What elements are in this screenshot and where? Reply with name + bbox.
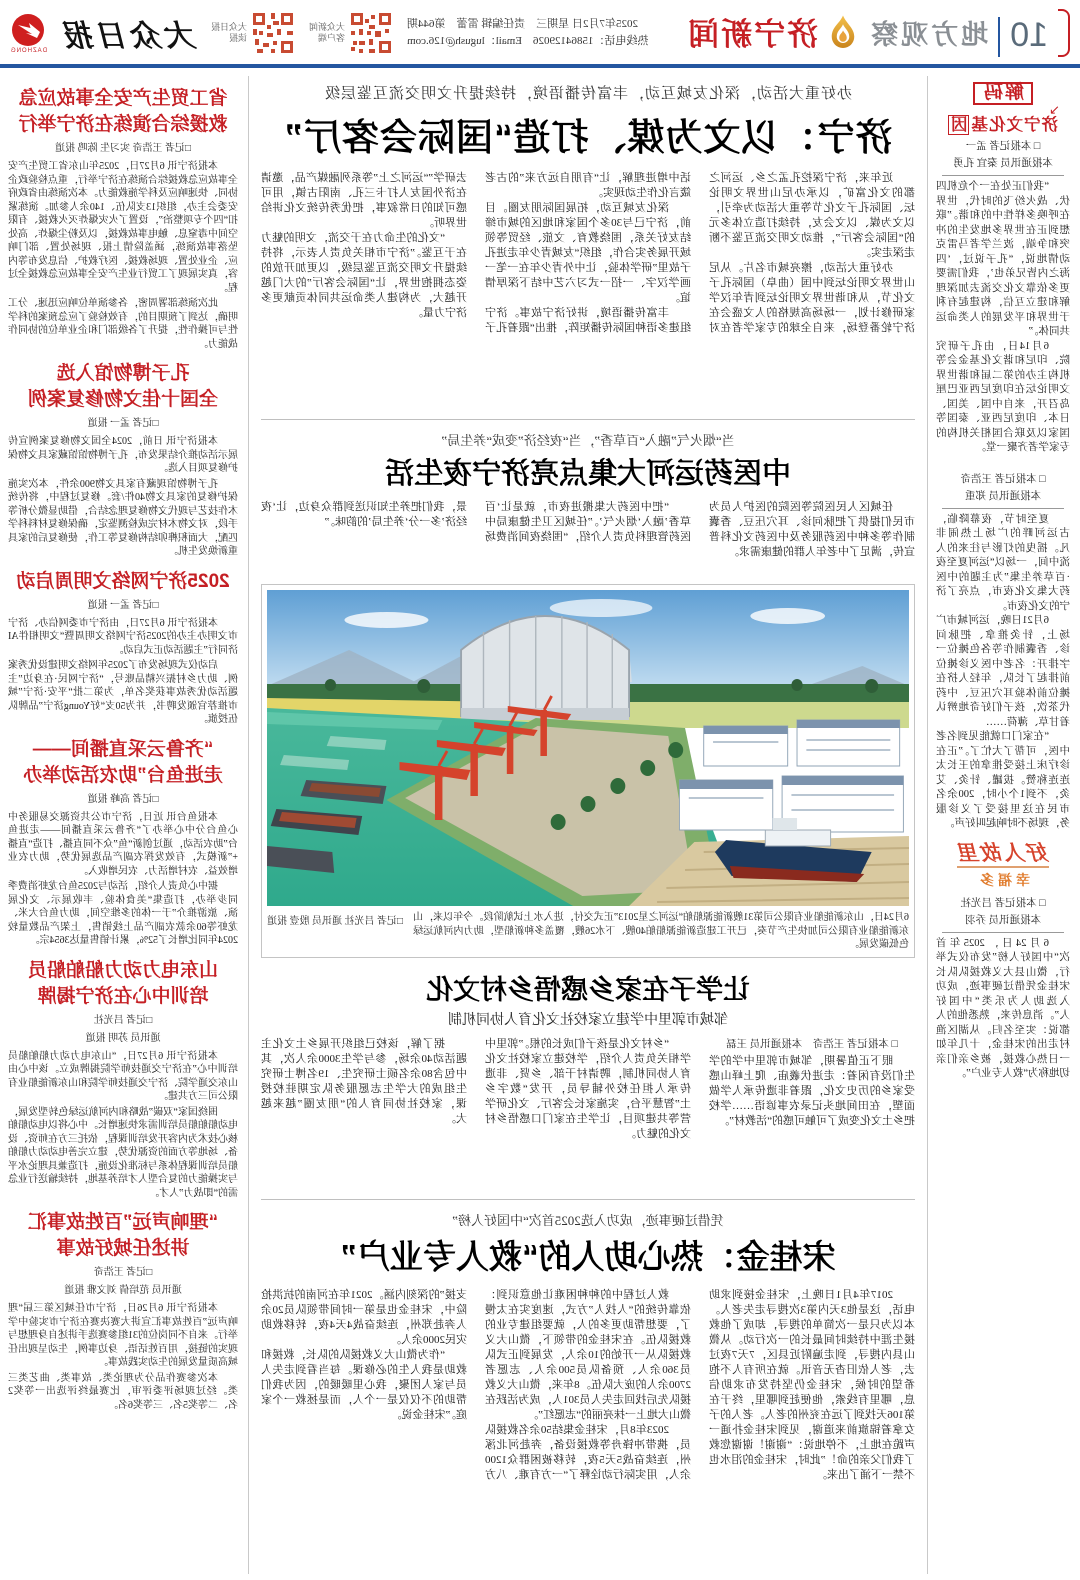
paragraph: 本报济宁讯 6月27日，“山东电力动力船舶船员培训中心”在济宁交通技师学院揭牌成立。该中心由山东交通学院、济宁交通技师学院和山东新能船业有限公司三方共建。	[8, 1050, 238, 1102]
byline: □ 本报记者 王浩奇	[960, 473, 1046, 485]
news-headline: “理响声远”百姓故事汇 讲述任城好故事	[28, 1212, 219, 1259]
date-editor-line: 2025年7月2日 星期三 责任编辑 雷蕾 第644期	[407, 18, 639, 30]
paragraph: “把中医药大集搬进夜市，就是让‘百草香’融入‘烟火气’。”任城区卫生健康局中医药管理科负责人介绍，“围绕夜间消费场景，我们把养生知识送到群众身边，让‘夜经济’多一分‘养生局’的韵味。”	[261, 501, 691, 543]
news-article	[8, 361, 238, 559]
paragraph: 2017年4月1日晚上，宋桂金接到求助电话，这是他3天内第3次搜寻走失老人。本以为只是一次简单的搜寻，却成了他救援生涯中持续时间最长的一次行动。从微山县内搜寻，到走遍附近县区，7天7夜过去，老人依旧杳无音讯。就在所有人不抱希望的时候，宋桂金仍坚持发布求助信息，哪里有线索，他便赶到哪里，终于在第106天找到了远在兖州的老人。老人的子女拿着锦旗前来道谢，见到宋桂金扑通一声跪在地上，不停地说：“谢谢！谢谢您救了我们父亲的命！”此时，宋桂金的泪水也不禁一下涌了出来。	[709, 1288, 915, 1481]
feature-headline: 宋桂金：热心助人的“救人专业户”	[340, 1237, 836, 1275]
paragraph: 2023年8月，宋桂金集结50余名救援队员，携带冲锋舟等救援设备，奔赴河北涿州，连续奋战5天5夜，转移被困群众1200余人，用实际行动诠释了“一方有难、八方支援”的深刻内涵。2021年在河南的抗洪抢险中，宋桂金也是第一时间带领队员20余人奔赴郑州，连续奋战4天4夜，转移救助灾民2000余人。	[261, 1288, 691, 1481]
paragraph: “我们正处在一个危机四伏、战火纷飞的时代，世界在呼唤多样性中的和谐。”联想到正在世界多地发生的冲突和争端，波兰学者马雷克动情地说，“孔子说过，‘四海之内皆兄弟也’，我们需要更多依靠文化交流去加深理解和建立互信，构建起有利于世界和平发展的人类命运共同体。”	[936, 181, 1070, 337]
feature-headline: 让学子在家乡感悟乡村文化	[426, 974, 750, 1005]
paragraph: 本报济宁讯 6月27日，2025年山东省工贸生产安全事故应急救援综合演练在济宁举行，重点检验政企协同、快速响应及科学施救能力。本次演练由省政府安委会主办，组织13支队伍、140余人参加。演练紧扣“四个专项整治”，设置了火灾爆炸灭火救援、有限空间中毒窒息、触电事故救援，以及粉尘爆炸、高处坠落事故演练，涵盖险情上报、现场处置、部门响应、企业处置、现场救援、医疗救护、信息发布等内容，真实展现了工贸行业生产安全事故应急救援全过程。	[8, 161, 238, 294]
photo-caption: 6月24日，山东新能船业有限公司第31艘新能源船舶“运河之星2013”正式交付，进入水上试航阶段。今年以来，山东新能船业有限公司加快生产节奏，已开工建造新能源船舶40艘、下水26艘，覆盖多种新船型，助力内河航运绿色低碳发展。	[413, 912, 909, 950]
byline: 通讯员 范培倩 刘文雅 报道	[64, 1285, 182, 1296]
badge-line1: 好人故里	[957, 840, 1049, 868]
photo-frame	[261, 584, 915, 958]
paragraph: 本报济宁讯 6月27日，由济宁市委网信办、济宁市文明办主办的2025济宁网络文明周暨“文明相伴AI济同行”主题活动正式启动。	[8, 617, 238, 656]
decode-badge	[936, 82, 1070, 132]
paragraph: 本报济宁讯 6月26日，济宁市任城区第三届“理响声远”百姓故事汇宣讲大赛决赛在济宁市实验中学举行。来自不同岗位的31组参赛选手讲述自身理想与现实的链接，用百姓话语、身边事例，生动呈现出任城高质量发展的生动实践故事。	[8, 1303, 238, 1368]
qr-block-news-app	[309, 11, 393, 55]
logo-subtext: DAZHONG	[10, 48, 47, 54]
feature-headline: 济宁：以文为媒、打造“国际会客厅”	[283, 117, 893, 158]
paragraph: 孔子博物馆现藏有家具文物900余件，本次实施保护修复的家具文物40件/套。修复过程中，将传统木作技艺与现代文物修复理念结合，借助显微分析等手段，对文物木材完成检测鉴定，确保修复材料科学匹配，大面积榫卯结构修复等工作，使修复后的家具重新焕发生机。	[8, 478, 238, 557]
news-article	[8, 737, 238, 948]
flame-logo-icon	[828, 14, 858, 57]
paragraph: 此次演练部署周密，各参演单位响应迅速、分工明确，达到了预期目的，有效检验了应急预案的科学性与可操作性，提升了各级部门和企业单位的协同作战能力。	[8, 298, 238, 350]
page-number: 10	[1010, 16, 1048, 54]
section-title: 地方观察	[868, 20, 989, 50]
photo-credit: □记者 吕光社 通讯员 殷壹 报道	[267, 916, 404, 927]
badge-arrow-icon: ↘	[1049, 101, 1060, 117]
byline: □ 本报记者 吕光社	[960, 897, 1046, 909]
main-feature	[261, 82, 915, 409]
news-column	[8, 76, 248, 1574]
header-divider	[998, 17, 1000, 57]
harbor-photo	[267, 590, 909, 906]
byline: 本报通讯员 郑重	[964, 490, 1042, 502]
page-content	[0, 68, 1080, 1574]
feature-kicker: 凭借过硬事迹，成功入选2025首次“中国好人榜”	[452, 1212, 724, 1228]
paragraph: “作为微山大义救援队的队长，救援和救助是我人生的必修课。每当看到走失人员与家人团聚，我心里暖暖的，因为我们帮助的不仅仅是一个人，而是拯救一个家庭。”宋桂金说。	[261, 1348, 467, 1421]
spacer	[936, 456, 1070, 470]
byline-rule	[942, 175, 1064, 176]
paragraph: 办好重大活动，擦亮城市名片。从尼山世界文明论坛到中国（曲阜）国际孔子文化节，从和谐世界文明论坛到青年汉学家研修计划，一场场高规格的人文盛会在济宁轮番登场，来自全球的专家学者在对话中增进理解，让“有朋自远方来”的古老箴言化作生动现实。	[485, 172, 915, 334]
paragraph: “在家门口就能见到名老中医，可帮了大忙了。”正在诊疗床上接受推拿的王长太连连称赞。拔罐、针灸、艾灸，不到1个小时，200余名市民在这里接受了义诊服务，现场不时响起叫好声。	[936, 731, 1070, 829]
paragraph: 近年来，济宁深挖孔孟之乡、运河之都的文化富矿，以承办尼山世界文明论坛、国际孔子文化节等重大活动为牵引，以文为媒、以文会友，持续打造立体多元的“国际会客厅”，推动文明交流互鉴不断走深走实。	[709, 172, 915, 259]
feature-body	[261, 1037, 915, 1189]
section-divider	[261, 419, 915, 420]
corner-mark	[1058, 9, 1070, 57]
paper-title: 济宁新闻	[686, 17, 819, 52]
qr-code-icon	[349, 11, 393, 55]
paragraph: “文化的生命力在于交流，文明的魅力在于互鉴。”济宁市相关负责人表示，将持续提升文明交流互鉴层级，以更加开放的姿态拥抱世界，让“国际会客厅”的大门越开越大，为构建人类命运共同体贡献更多济宁力量。	[261, 232, 467, 319]
byline: □ 本报记者 孟一	[965, 141, 1041, 152]
paragraph: 任城区人民医院等医院的医护人员为市民们提供了把脉问诊、耳穴压豆、香囊制作等多种中医药服务及中医药文化科普宣传，满足了中老年人群的健康需求。	[709, 501, 915, 558]
feature-body	[261, 1288, 915, 1575]
page-header	[0, 0, 1080, 62]
center-column	[248, 76, 928, 1574]
goodperson-feature	[261, 1210, 915, 1575]
news-headline: 山东电力动力船舶船员 培训中心在济宁揭牌	[28, 959, 219, 1007]
byline: □ 本报记者 王浩奇 本报通讯员 王磊	[726, 1038, 898, 1050]
byline: □记者 王浩奇	[93, 1267, 153, 1278]
masthead-calligraphy: 大众日报	[61, 19, 197, 54]
byline: □记者 高峰 报道	[87, 793, 159, 805]
byline: □记者 吕光社	[93, 1014, 153, 1026]
paragraph: 6月24日，2025年首次“中国好人榜”发布仪式举行，微山县大义救援队队长宋桂金凭借过硬事迹，成功入选助人为乐类“中国好人”。消息传来，熟悉他的人都说：实至名归。从湖区渔村走出的宋桂金，十几年如一日热心救援，被乡亲们亲切地称为“救人专业户”。	[936, 937, 1070, 1079]
news-article	[8, 569, 238, 727]
news-headline: 省工贸生产安全事故应急 救援综合演练在济宁举行	[18, 88, 228, 135]
eagle-logo-icon	[11, 12, 47, 48]
byline: 本报通讯员 乔羽	[964, 914, 1042, 926]
byline: 通讯员 苏明 报道	[85, 1032, 161, 1044]
feature-headline: 中医药运河大集点亮济宁夜生活	[385, 458, 792, 490]
qr-label: 大众新闻 客户端	[309, 22, 346, 43]
byline: □记者 孟一 报道	[87, 418, 159, 429]
school-feature	[261, 968, 915, 1189]
byline-rule	[942, 508, 1064, 509]
paragraph: 据了解，该校已组织开展乡土文化主题活动40余场，参与学生3000余人次，其中包含80余名硕士研究生、19名博士研究生组成的大学生志愿服务队定期驻校授课，家校社协同育人的“朋友圈”越来越大。	[261, 1037, 467, 1125]
feature-kicker: 办好重大活动，深化友城互动，丰富传播语境，持续提升文明交流互鉴层级	[324, 86, 853, 102]
section-divider	[261, 1199, 915, 1200]
haoren-badge	[936, 839, 1070, 891]
header-left-group	[686, 9, 1070, 57]
feature-kicker: 当“烟火气”融入“百草香”，当“夜经济”变成“养生局”	[441, 433, 735, 448]
paragraph: 据中心负责人介绍，活动与2025鱼台龙虾消费季同步举办，打造集“美食体验、丰收展示、文化展演、旅游推介”于一体的多维空间，助力鱼台大米、龙虾等60余款农副产品上线销售，上架产品数量较2024年同比增长了52%，累计销售量达3654宗。	[8, 881, 238, 946]
contact-line: 热线电话：15864129026 Email：lugush@126.com	[407, 35, 649, 47]
paragraph: “乡村文化是孩子们成长的根。”郭里中学相关负责人介绍，学校建立家校社文化育人协同机制，聘请村干部、乡贤、非遗传承人担任校外辅导员，开发“数字乡土”智慧平台，实施家长会客厅、文化研学营等共建项目，让学生在家门口感悟乡村文化的魅力。	[485, 1037, 691, 1140]
paragraph: 救人过程中的种种困难让他意识到：依靠传统的“人找人”方式，速度实在太慢了，要想帮助更多的人，就要组建专业的救援队伍。在宋桂金的带领下，微山大义救援队从一开始的10余人，发展到正式队员360余人、预备队员500余人、志愿者2700余人的庞大队伍。8年来，微山大义救援队先后找回走失人员301人，成为活跃在微山大地上一抹亮丽的“志愿红”。	[485, 1288, 691, 1421]
badge-name	[936, 115, 1070, 134]
paragraph: 6月14日，由孔子研究院、印尼和谐文化基金会等机构主办的第二届和谐世界文明论坛在印度尼西亚巴厘岛召开，来自中国、美国、日本、印度尼西亚、泰国等国家以及联合国相关机构的专家学者齐聚一堂。	[936, 340, 1070, 453]
byline-rule	[942, 932, 1064, 933]
news-article	[8, 1210, 238, 1412]
news-article	[8, 958, 238, 1201]
qr-code-icon	[251, 11, 295, 55]
paragraph: 深化友城互动，拓展国际朋友圈。目前，济宁已与30多个国家和地区的城市缔结友好关系，围绕教育、文旅、经贸等领域开展务实合作，组织“友城青少年走进孔子故里”研学体验，让中外青少年在一笔一画学汉字、一招一式习六艺中结下深厚情谊。	[485, 202, 691, 304]
paragraph: 6月21日晚，运河城市广场上，针灸推拿、把脉问诊、香囊制作等各色摊位一字排开：名老中医义诊摊位前排起了长队，年轻人挤在摊位前体验耳穴压豆、中药代茶饮，孩子们好奇地辨认着甘草、薄荷……	[936, 615, 1070, 728]
paragraph: 本报济宁讯 日前，2024全国文物修复案例宣传展示活动推介结果发布，孔子博物馆馆藏家具文物保护修复项目入选。	[8, 436, 238, 474]
news-headline: “齐鲁云采直播间—— 走进鱼台”助农活动举办	[23, 738, 223, 786]
paragraph: 围绕国家“双碳”战略和内河航运绿色转型发展，电动船舶船员培训需求快速增长。中心将以电动船舶核心技术为内容开发培训课程，依托三方在师资、设备、场地等方面的资源优势，建立完善电动动力船舶船员培训课程体系与标准化设施，打造兼具理论水平与实操能力的复合型人才培养基地，持续输送行业急需的“即战力”人才。	[8, 1106, 238, 1199]
continuation-column	[928, 76, 1072, 1574]
qr-block-paper	[211, 11, 295, 55]
feature-subtitle: 邹城市郭里中学建立家校社文化育人协同机制	[448, 1012, 728, 1028]
news-article	[8, 86, 238, 351]
byline: 本报通讯员 秦宜 孔勇	[953, 158, 1053, 169]
byline: □记者 孟一 报道	[87, 599, 159, 611]
badge-name-main: 济宁文化基	[970, 115, 1058, 134]
badge-tag: 解码	[973, 82, 1033, 105]
publication-info	[407, 16, 648, 50]
feature-body	[261, 171, 915, 409]
paragraph: 眼下正值暑期，邹城市郭里中学的学生们没有闲着：走进伏羲庙、爬上峄山感受家乡的历史文化，跟着非遗传承人学做面塑，在田间地头记录农事谚语……学校把乡土文化变成了可触可感的“活教材”。	[709, 1054, 915, 1127]
feature-body	[261, 500, 915, 574]
paragraph: 启动仪式现场发布了2025年网络文明建设优秀案例、助力乡村振兴精品账号，“济宁网民·在身边”主题活动优秀故事获奖名单，为第二批“平安·济宁”城市推荐官颁发聘书，并为50支“好Young济宁”品牌队伍授旗。	[8, 660, 238, 725]
paragraph: 本报鱼台讯 近日，济宁市公共资源交易服务中心鱼台分中心举办了“齐鲁云采直播间——走进鱼台”助农活动，通过创新“鱼”众不同直播、打造“直播+”新模式，有效发挥农副产品选展优势，助力农业增效益、农村增活力、农民增收入。	[8, 811, 238, 877]
paragraph: 本次参赛作品分为理论类、故事类、曲艺类三类。经过现场评委评审，比赛最终评选出一等奖2名、二等奖5名、三等奖6名。	[8, 1372, 238, 1411]
photo-caption-row	[267, 911, 909, 952]
news-headline: 孔子博物馆入选 全国十佳文物修复案例	[28, 363, 219, 410]
header-right-group	[10, 11, 648, 55]
news-headline: 2025济宁网络文明周启动	[16, 570, 230, 592]
qr-label: 大众日报 读报	[211, 22, 248, 43]
dazhong-logo	[10, 12, 47, 54]
paragraph: 夏至时节，夜幕降临，古运河畔的广场上热闹非凡。摇曳的灯影与往来的人流中间，一场以“运河夏至夜·百草养生集”为主题的中医药大集文化夜市，点亮了济宁的文化夜市。	[936, 513, 1070, 612]
byline: □记者 王浩奇 实习生 陈鸣 报道	[54, 143, 192, 154]
paragraph: 丰富传播语境，讲好济宁故事。济宁组建多语种国际传播矩阵，推出“跟着孔子去研学”“运河之上”等系列融媒产品，邀请在济外国友人打卡三孔、南阳古镇，用可感可知的日常叙事，把优秀传统文化讲给世界听。	[261, 172, 691, 334]
tcm-feature	[261, 430, 915, 574]
badge-line2: 幸福多	[976, 871, 1030, 888]
badge-name-boxed: 因	[950, 115, 968, 134]
